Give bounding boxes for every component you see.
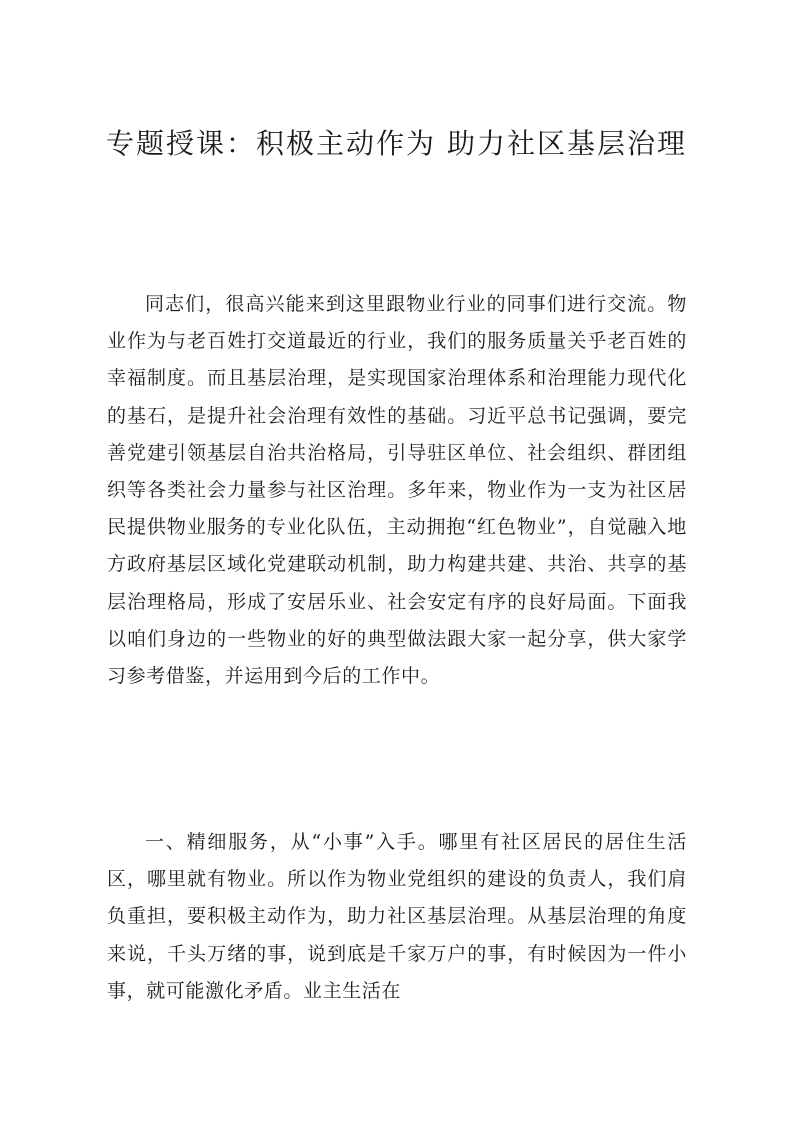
document-title: 专题授课：积极主动作为 助力社区基层治理 (106, 127, 687, 160)
body-paragraph: 一、精细服务，从“小事”入手。哪里有社区居民的居住生活区，哪里就有物业。所以作为物业党组织的建设的负责人，我们肩负重担，要积极主动作为，助力社区基层治理。从基层治理的角度来说，千头万绪的事，说到底是千家万户的事，有时候因为一件小事，就可能激化矛盾。业主生活在 (107, 831, 687, 1002)
body-paragraph: 同志们，很高兴能来到这里跟物业行业的同事们进行交流。物业作为与老百姓打交道最近的行业，我们的服务质量关乎老百姓的幸福制度。而且基层治理，是实现国家治理体系和治理能力现代化的基石，是提升社会治理有效性的基础。习近平总书记强调，要完善党建引领基层自治共治格局，引导驻区单位、社会组织、群团组织等各类社会力量参与社区治理。多年来，物业作为一支为社区居民提供物业服务的专业化队伍，主动拥抱“红色物业”，自觉融入地方政府基层区域化党建联动机制，助力构建共建、共治、共享的基层治理格局，形成了安居乐业、社会安定有序的良好局面。下面我以咱们身边的一些物业的好的典型做法跟大家一起分享，供大家学习参考借鉴，并运用到今后的工作中。 (107, 293, 687, 688)
